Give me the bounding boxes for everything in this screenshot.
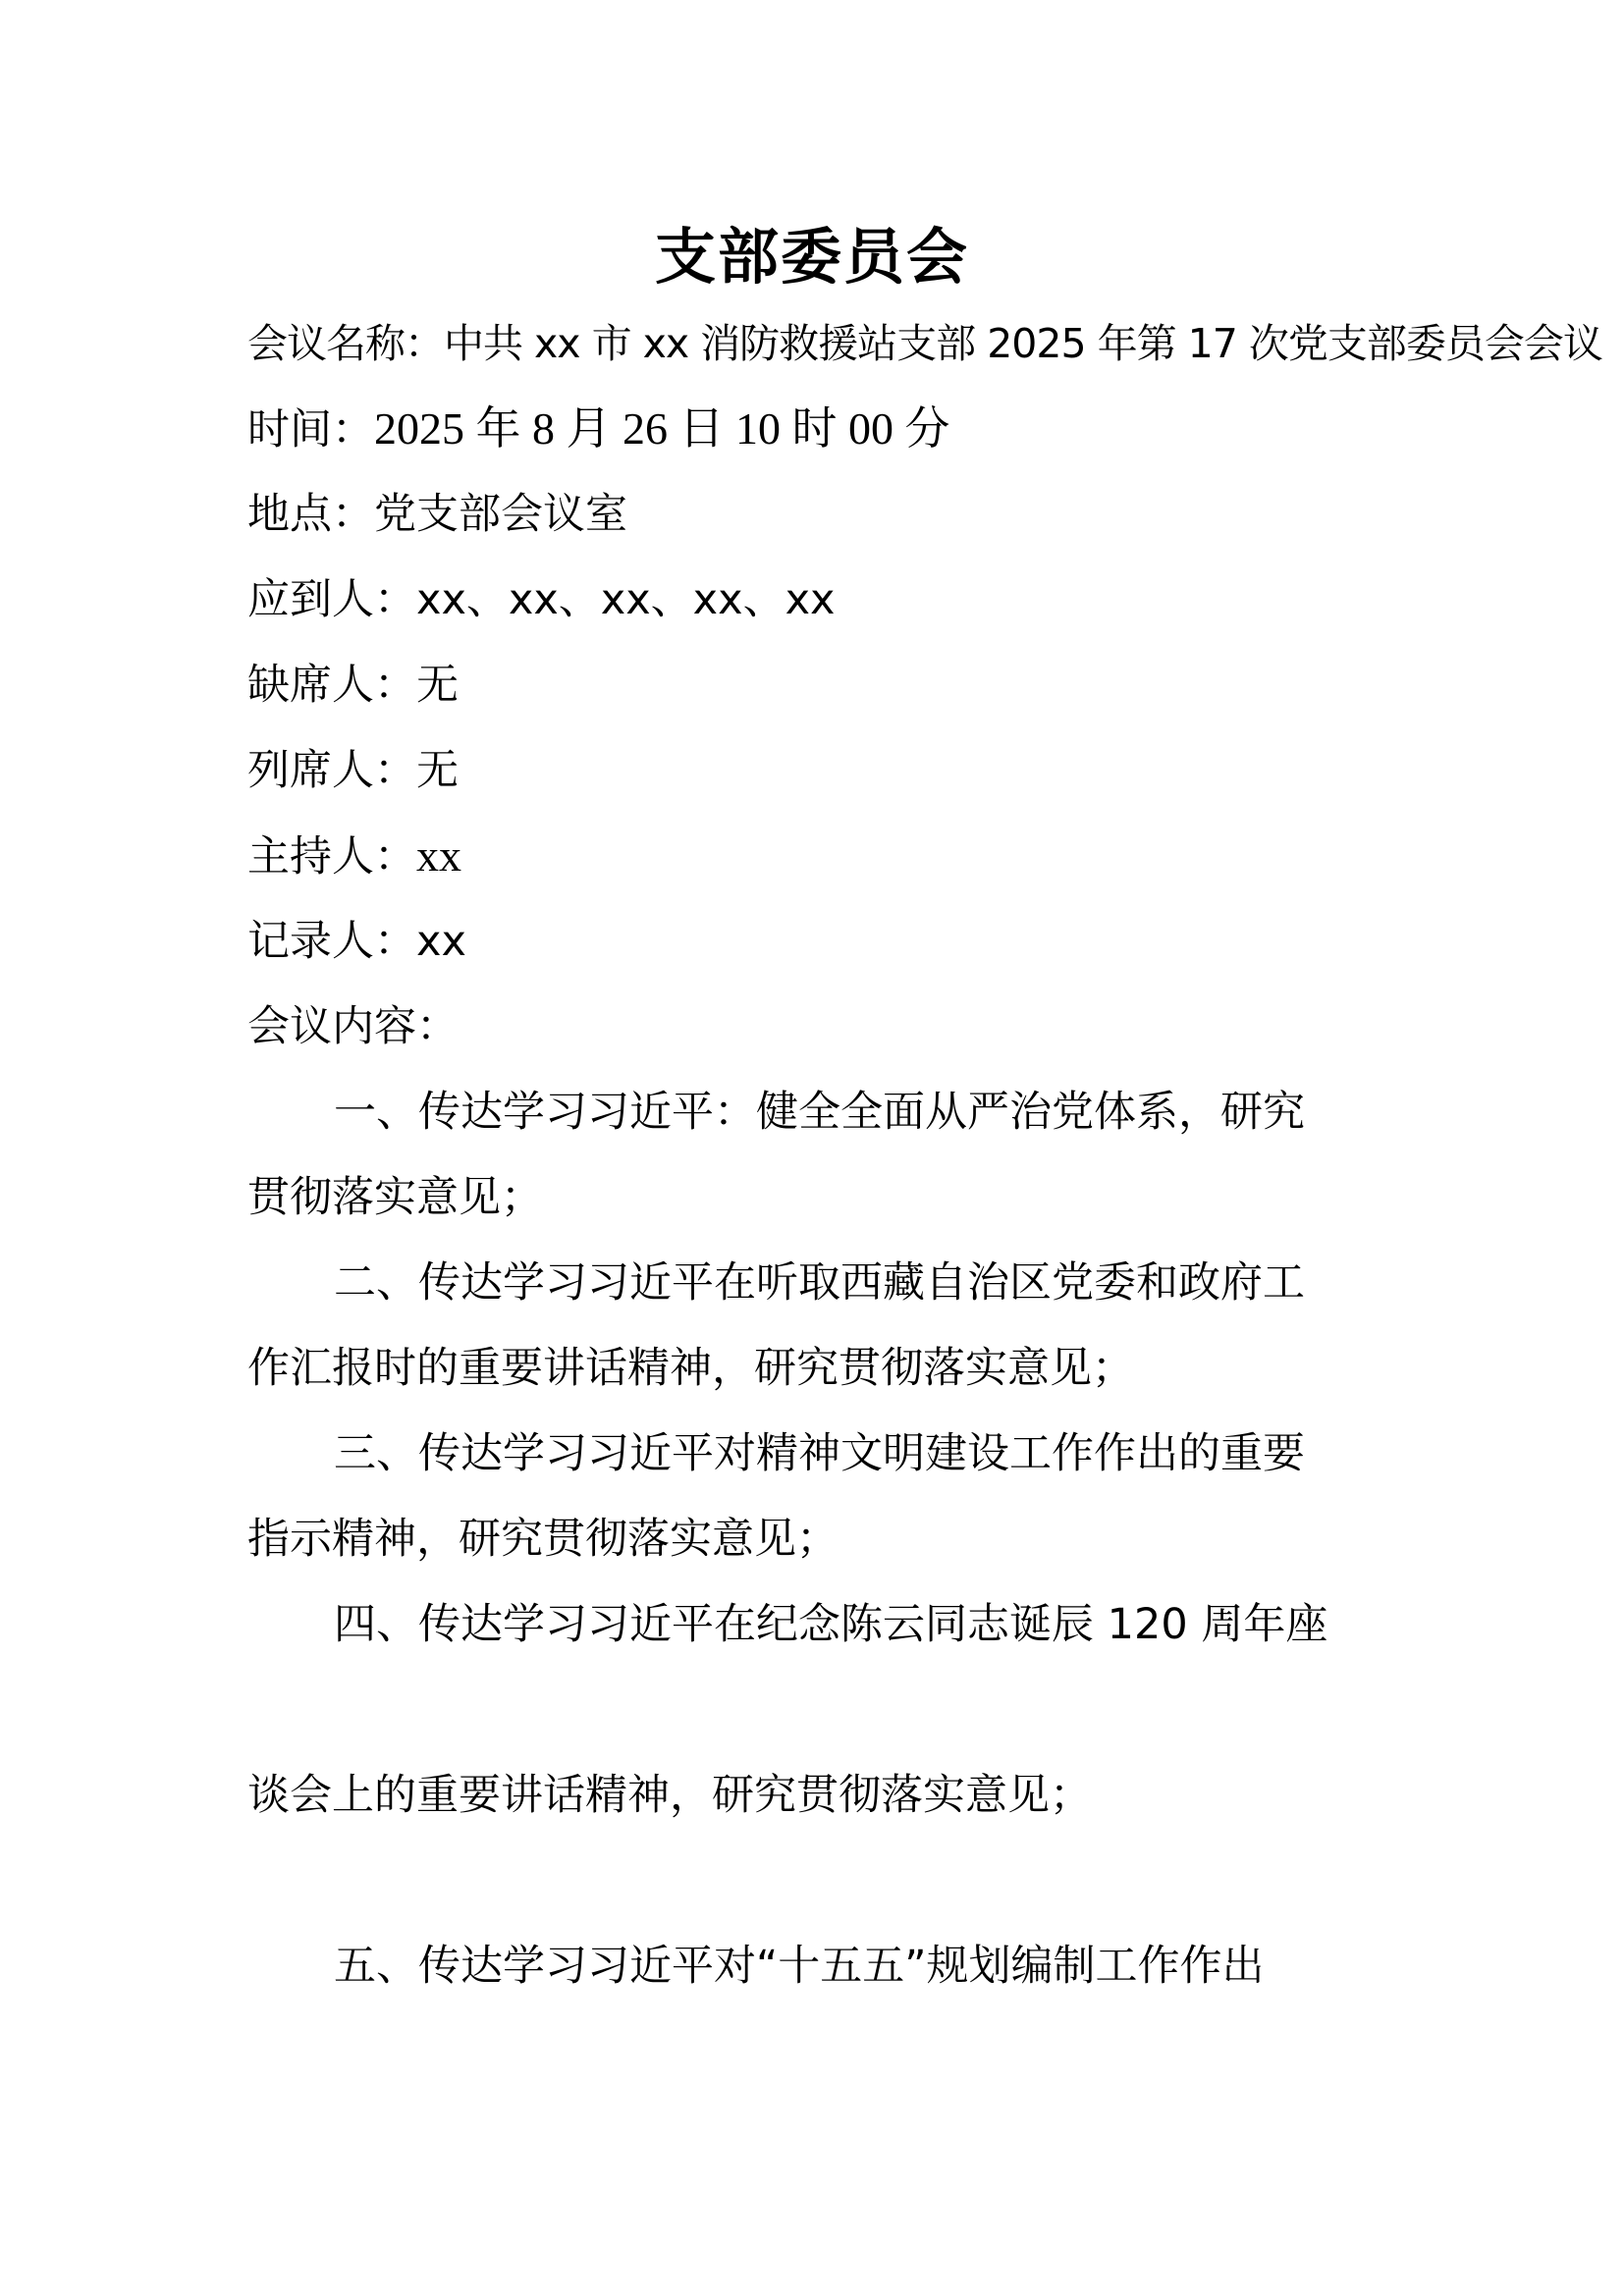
expected-attendees-label: 应到人： [247,575,416,624]
meeting-name-line [247,314,1602,373]
recorder-label: 记录人： [247,917,416,966]
location-value: 党支部会议室 [374,490,627,539]
agenda-item-3-line2: 指示精神，研究贯彻落实意见； [247,1515,839,1564]
agenda-item-4-line1: 四、传达学习习近平在纪念陈云同志诞辰 120 周年座 [334,1600,1328,1649]
meeting-name-value: 中共 xx 市 xx 消防救援站支部 2025 年第 17 次党支部委员会会议 [444,320,1602,367]
meeting-name-label: 会议名称： [247,320,444,367]
attendee-label: 列席人： [247,746,416,795]
time-label: 时间： [247,405,374,454]
agenda-item-1-line2: 贯彻落实意见； [247,1173,543,1222]
agenda-item-2-line2: 作汇报时的重要讲话精神，研究贯彻落实意见； [247,1344,1134,1393]
agenda-item-5-line1: 五、传达学习习近平对“十五五”规划编制工作作出 [334,1942,1265,1991]
location-label: 地点： [247,490,374,539]
attendee-value: 无 [416,746,459,795]
absent-label: 缺席人： [247,661,416,710]
time-line [247,400,950,459]
agenda-item-3-line1: 三、传达学习习近平对精神文明建设工作作出的重要 [334,1429,1305,1478]
absent-line [247,656,459,715]
host-label: 主持人： [247,832,416,881]
recorder-value: xx [416,917,466,966]
host-value: xx [416,830,461,881]
agenda-item-1-line1: 一、传达学习习近平：健全全面从严治党体系，研究 [334,1088,1305,1137]
content-label: 会议内容： [247,1002,459,1051]
agenda-item-4-line2: 谈会上的重要讲话精神，研究贯彻落实意见； [247,1771,1092,1820]
document-title: 支部委员会 [654,221,969,293]
location-line [247,485,627,544]
attendee-line [247,741,459,800]
host-line [247,827,461,886]
agenda-item-2-line1: 二、传达学习习近平在听取西藏自治区党委和政府工 [334,1258,1305,1308]
expected-attendees-line [247,570,835,629]
recorder-line [247,912,466,971]
time-value: 2025 年 8 月 26 日 10 时 00 分 [374,403,950,454]
expected-attendees-value: xx、xx、xx、xx、xx [416,575,836,624]
absent-value: 无 [416,661,459,710]
